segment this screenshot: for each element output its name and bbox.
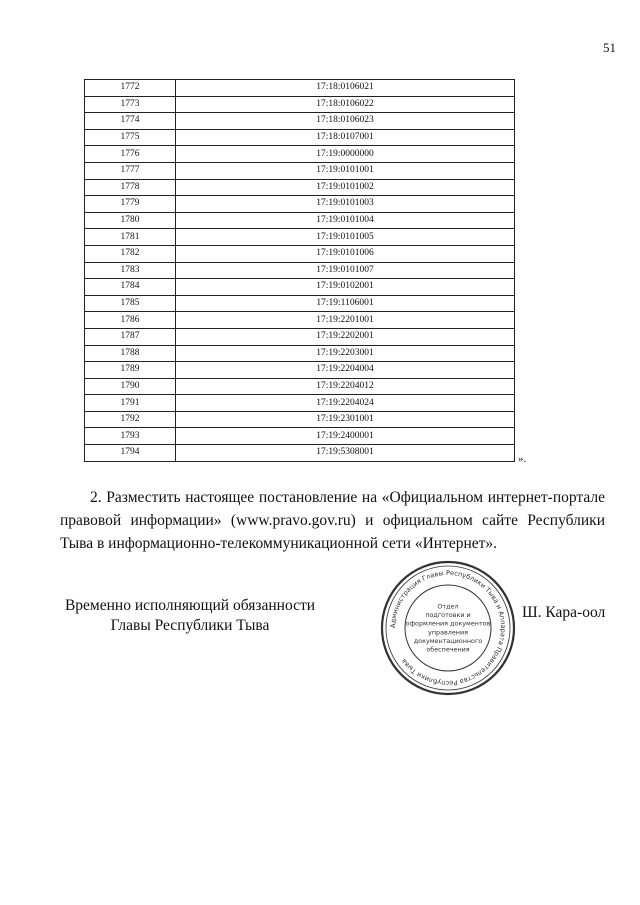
table-row — [85, 362, 515, 379]
row-number-cell: 1777 — [85, 162, 176, 179]
cadastral-code-cell: 17:19:5308001 — [176, 445, 515, 462]
table-row — [85, 196, 515, 213]
cadastral-code-cell: 17:19:2204004 — [176, 362, 515, 379]
row-number-cell: 1781 — [85, 229, 176, 246]
signer-title-line-2: Главы Республики Тыва — [110, 617, 270, 634]
cadastral-code-cell: 17:19:0101005 — [176, 229, 515, 246]
seal-center-text — [406, 603, 491, 654]
table-body — [85, 80, 515, 462]
signer-title — [60, 596, 320, 636]
seal-ring-textpath: Администрация Главы Республики Тыва и Аппарата Правительства Республики Тыва — [388, 568, 508, 688]
table-row — [85, 262, 515, 279]
cadastral-code-cell: 17:19:2201001 — [176, 312, 515, 329]
row-number-cell: 1792 — [85, 411, 176, 428]
seal-center-line: подготовки и — [425, 611, 471, 620]
table-row — [85, 245, 515, 262]
seal-center-line: документационного — [413, 636, 483, 645]
cadastral-code-cell: 17:19:2301001 — [176, 411, 515, 428]
cadastral-code-cell: 17:18:0106021 — [176, 80, 515, 97]
row-number-cell: 1782 — [85, 245, 176, 262]
cadastral-code-cell: 17:18:0106022 — [176, 96, 515, 113]
table-row — [85, 428, 515, 445]
row-number-cell: 1772 — [85, 80, 176, 97]
table-row — [85, 162, 515, 179]
seal-center-line: Отдел — [437, 602, 459, 611]
signer-name: Ш. Кара-оол — [522, 604, 606, 621]
row-number-cell: 1778 — [85, 179, 176, 196]
row-number-cell: 1785 — [85, 295, 176, 312]
table-row — [85, 80, 515, 97]
table-row — [85, 312, 515, 329]
table-row — [85, 229, 515, 246]
cadastral-code-cell: 17:19:2400001 — [176, 428, 515, 445]
row-number-cell: 1786 — [85, 312, 176, 329]
table-row — [85, 445, 515, 462]
row-number-cell: 1790 — [85, 378, 176, 395]
cadastral-code-cell: 17:19:0101003 — [176, 196, 515, 213]
table-row — [85, 179, 515, 196]
row-number-cell: 1774 — [85, 113, 176, 130]
cadastral-code-cell: 17:19:2203001 — [176, 345, 515, 362]
cadastral-code-cell: 17:19:0101006 — [176, 245, 515, 262]
row-number-cell: 1775 — [85, 129, 176, 146]
cadastral-table — [84, 79, 515, 462]
table-row — [85, 96, 515, 113]
cadastral-code-cell: 17:19:2204012 — [176, 378, 515, 395]
table-row — [85, 395, 515, 412]
row-number-cell: 1783 — [85, 262, 176, 279]
table-closing-mark: ». — [518, 453, 527, 465]
cadastral-code-cell: 17:19:2202001 — [176, 328, 515, 345]
table-row — [85, 279, 515, 296]
table-row — [85, 295, 515, 312]
publication-paragraph: 2. Разместить настоящее постановление на «Официальном интернет-портале правовой информации» (www.pravo.gov.ru) и официальном сайте Республики Тыва в информационно-телекоммуникационной сети «Интернет». — [60, 489, 605, 552]
cadastral-code-cell: 17:19:0102001 — [176, 279, 515, 296]
cadastral-code-cell: 17:18:0106023 — [176, 113, 515, 130]
cadastral-code-cell: 17:19:2204024 — [176, 395, 515, 412]
cadastral-code-cell: 17:19:0101004 — [176, 212, 515, 229]
cadastral-code-cell: 17:19:0101007 — [176, 262, 515, 279]
table-row — [85, 146, 515, 163]
cadastral-code-cell: 17:18:0107001 — [176, 129, 515, 146]
table-row — [85, 378, 515, 395]
row-number-cell: 1794 — [85, 445, 176, 462]
table-row — [85, 129, 515, 146]
seal-center-line: управления — [428, 628, 468, 637]
row-number-cell: 1789 — [85, 362, 176, 379]
cadastral-code-cell: 17:19:0101002 — [176, 179, 515, 196]
page-number: 51 — [603, 40, 616, 55]
cadastral-code-cell: 17:19:0101001 — [176, 162, 515, 179]
row-number-cell: 1776 — [85, 146, 176, 163]
row-number-cell: 1791 — [85, 395, 176, 412]
row-number-cell: 1788 — [85, 345, 176, 362]
row-number-cell: 1784 — [85, 279, 176, 296]
signer-title-line-1: Временно исполняющий обязанности — [64, 597, 316, 614]
table-row — [85, 113, 515, 130]
official-seal-icon — [378, 558, 518, 698]
table-row — [85, 345, 515, 362]
row-number-cell: 1779 — [85, 196, 176, 213]
row-number-cell: 1780 — [85, 212, 176, 229]
table-row — [85, 411, 515, 428]
seal-center-line: обеспечения — [426, 645, 470, 654]
row-number-cell: 1793 — [85, 428, 176, 445]
row-number-cell: 1787 — [85, 328, 176, 345]
row-number-cell: 1773 — [85, 96, 176, 113]
cadastral-code-cell: 17:19:1106001 — [176, 295, 515, 312]
table-row — [85, 212, 515, 229]
cadastral-code-cell: 17:19:0000000 — [176, 146, 515, 163]
seal-center-line: оформления документов — [405, 619, 491, 628]
table-row — [85, 328, 515, 345]
